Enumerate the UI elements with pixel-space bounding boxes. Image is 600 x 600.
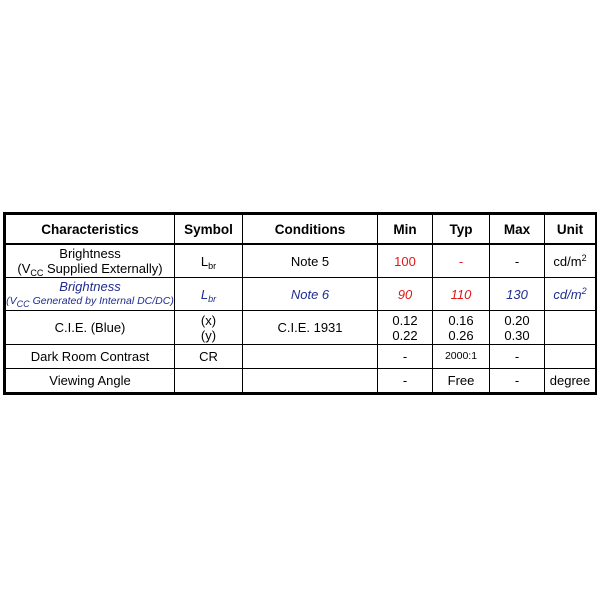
max-cell: - <box>490 244 545 278</box>
typ-y: 0.26 <box>448 327 474 343</box>
typ-cell: - <box>433 244 490 278</box>
symbol-subscript: br <box>208 293 217 304</box>
header-unit: Unit <box>545 215 596 245</box>
symbol-cell <box>175 369 243 393</box>
unit-cell <box>545 345 596 369</box>
optics-characteristics-table <box>5 214 596 393</box>
characteristic-cell: Viewing Angle <box>6 369 175 393</box>
min-y: 0.22 <box>392 327 418 343</box>
typ-cell <box>433 311 490 345</box>
characteristics-table-frame <box>3 212 597 395</box>
characteristic-cell <box>6 278 175 311</box>
symbol-cell <box>175 278 243 311</box>
unit-superscript: 2 <box>581 252 587 263</box>
min-cell: - <box>378 369 433 393</box>
symbol-main: L <box>200 253 209 269</box>
table-row-brightness-internal <box>6 278 596 311</box>
unit-superscript: 2 <box>581 285 587 296</box>
max-cell: - <box>490 345 545 369</box>
conditions-cell <box>243 369 378 393</box>
table-row-dark-room-contrast <box>6 345 596 369</box>
header-conditions: Conditions <box>243 215 378 245</box>
symbol-cell: CR <box>175 345 243 369</box>
min-x: 0.12 <box>392 312 418 328</box>
min-cell <box>378 311 433 345</box>
typ-x: 0.16 <box>448 312 474 328</box>
symbol-subscript: br <box>208 260 217 271</box>
symbol-main: L <box>200 286 209 302</box>
unit-cell <box>545 311 596 345</box>
note-subscript: CC <box>16 299 30 309</box>
max-cell: - <box>490 369 545 393</box>
characteristic-name: Brightness <box>59 246 121 261</box>
header-characteristics: Characteristics <box>6 215 175 245</box>
characteristic-cell: C.I.E. (Blue) <box>6 311 175 345</box>
typ-cell: Free <box>433 369 490 393</box>
note-prefix: (V <box>6 295 17 307</box>
header-max: Max <box>490 215 545 245</box>
max-x: 0.20 <box>504 312 530 328</box>
symbol-cell <box>175 244 243 278</box>
table-row-cie-blue <box>6 311 596 345</box>
characteristic-name: Brightness <box>59 279 121 294</box>
conditions-cell <box>243 345 378 369</box>
header-min: Min <box>378 215 433 245</box>
table-row-viewing-angle <box>6 369 596 393</box>
table-row-brightness-external <box>6 244 596 278</box>
symbol-x: (x) <box>200 312 217 328</box>
header-symbol: Symbol <box>175 215 243 245</box>
header-row <box>6 215 596 245</box>
symbol-cell <box>175 311 243 345</box>
characteristic-cell: Dark Room Contrast <box>6 345 175 369</box>
conditions-cell: Note 5 <box>243 244 378 278</box>
min-cell: 100 <box>378 244 433 278</box>
symbol-y: (y) <box>200 327 217 343</box>
min-cell: 90 <box>378 278 433 311</box>
characteristic-note <box>6 261 174 276</box>
header-typ: Typ <box>433 215 490 245</box>
typ-cell: 110 <box>433 278 490 311</box>
conditions-cell: C.I.E. 1931 <box>243 311 378 345</box>
characteristic-cell <box>6 244 175 278</box>
conditions-cell: Note 6 <box>243 278 378 311</box>
note-suffix: Generated by Internal DC/DC) <box>29 295 174 307</box>
unit-cell <box>545 278 596 311</box>
typ-cell: 2000:1 <box>433 345 490 369</box>
note-subscript: CC <box>30 268 44 278</box>
unit-cell <box>545 244 596 278</box>
characteristic-note <box>6 294 174 309</box>
max-y: 0.30 <box>504 327 530 343</box>
unit-main: cd/m <box>553 286 582 302</box>
unit-cell: degree <box>545 369 596 393</box>
note-prefix: (V <box>17 261 31 276</box>
unit-main: cd/m <box>553 253 582 269</box>
max-cell <box>490 311 545 345</box>
min-cell: - <box>378 345 433 369</box>
note-suffix: Supplied Externally) <box>43 261 163 276</box>
max-cell: 130 <box>490 278 545 311</box>
